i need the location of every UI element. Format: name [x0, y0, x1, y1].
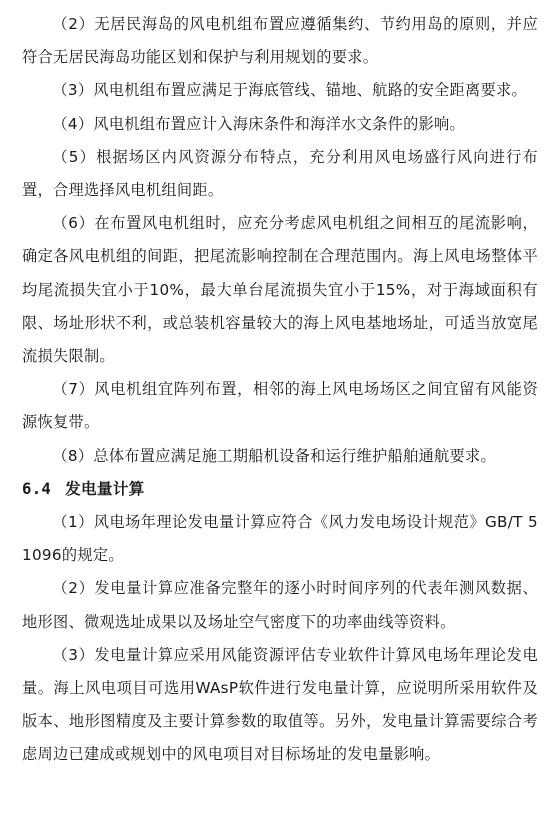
- paragraph-energy-calc-1: （1）风电场年理论发电量计算应符合《风力发电场设计规范》GB/T 51096的规定。: [22, 513, 538, 565]
- paragraph-energy-calc-3: （3）发电量计算应采用风能资源评估专业软件计算风电场年理论发电量。海上风电项目可选用WAsP软件进行发电量计算，应说明所采用软件及版本、地形图精度及主要计算参数的取值等。另外，发电量计算需要综合考虑周边已建成或规划中的风电项目对目标场址的发电量影响。: [22, 645, 538, 764]
- paragraph-layout-requirement-4: （4）风电机组布置应计入海床条件和海洋水文条件的影响。: [52, 114, 466, 133]
- paragraph-layout-requirement-2: （2）无居民海岛的风电机组布置应遵循集约、节约用岛的原则，并应符合无居民海岛功能区划和保护与利用规划的要求。: [22, 15, 538, 67]
- paragraph-layout-requirement-5: （5）根据场区内风资源分布特点，充分利用风电场盛行风向进行布置，合理选择风电机组间距。: [22, 147, 538, 200]
- paragraph-energy-calc-2: （2）发电量计算应准备完整年的逐小时时间序列的代表年测风数据、地形图、微观选址成果以及场址空气密度下的功率曲线等资料。: [22, 579, 538, 631]
- paragraph-layout-requirement-6: （6）在布置风电机组时，应充分考虑风电机组之间相互的尾流影响，确定各风电机组的间距，把尾流影响控制在合理范围内。海上风电场整体平均尾流损失宜小于10%，最大单台尾流损失宜小于15%，对于海域面积有限、场址形状不利，或总装机容量较大的海上风电基地场址，可适当放宽尾流损失限制。: [22, 214, 538, 366]
- paragraph-layout-requirement-3: （3）风电机组布置应满足于海底管线、锚地、航路的安全距离要求。: [52, 81, 527, 100]
- section-number: 6.4: [22, 479, 52, 498]
- paragraph-layout-requirement-7: （7）风电机组宜阵列布置，相邻的海上风电场场区之间宜留有风能资源恢复带。: [22, 380, 538, 432]
- paragraph-layout-requirement-8: （8）总体布置应满足施工期船机设备和运行维护船舶通航要求。: [52, 446, 497, 465]
- section-title: 发电量计算: [65, 479, 145, 498]
- section-heading: [22, 473, 538, 506]
